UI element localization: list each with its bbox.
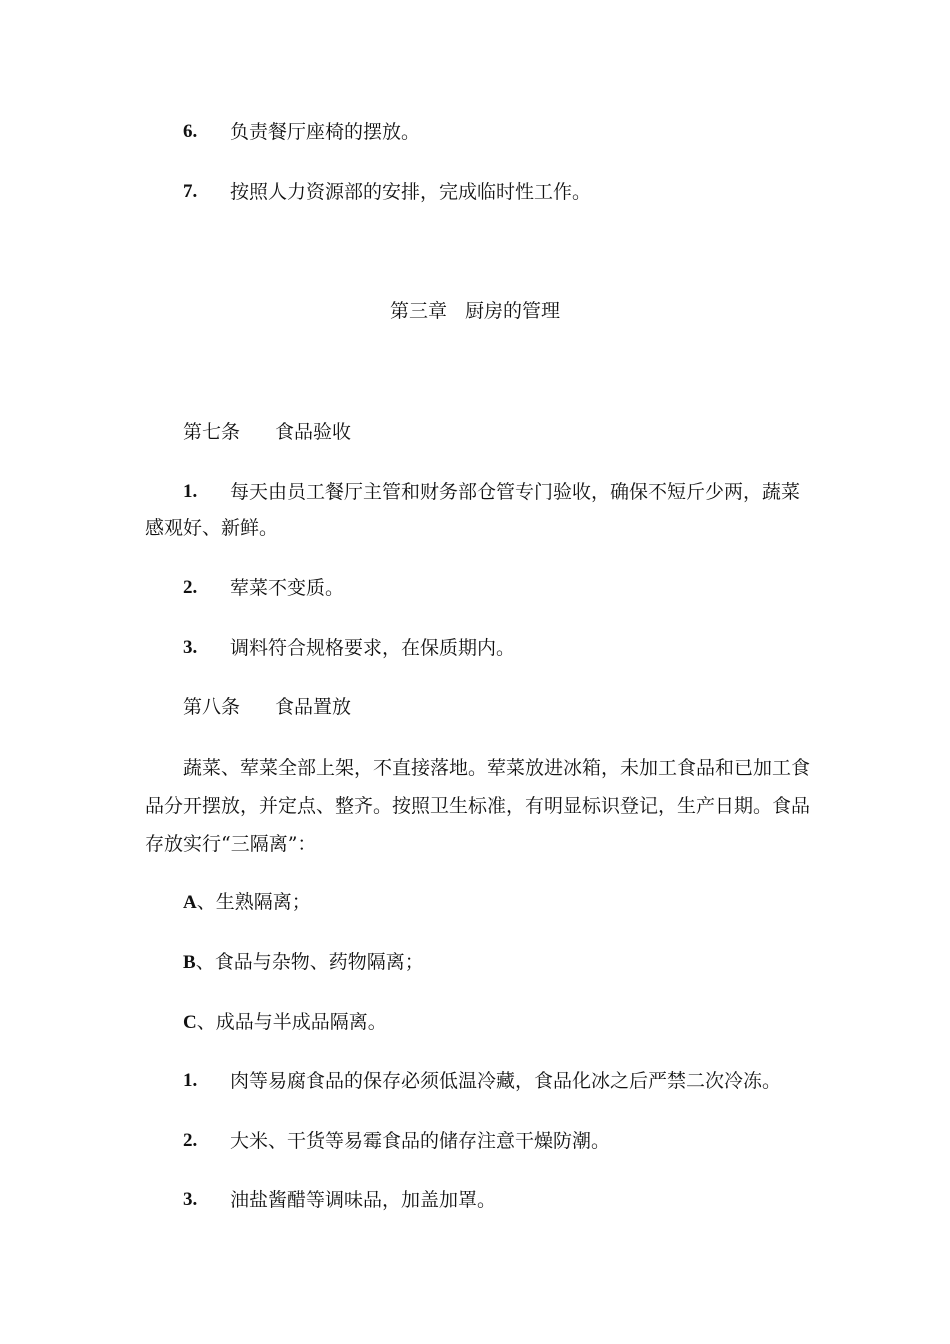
- item-letter: A: [183, 892, 197, 913]
- item-text: 调料符合规格要求，在保质期内。: [230, 637, 516, 659]
- item-number: 1.: [183, 481, 198, 502]
- item-text: 肉等易腐食品的保存必须低温冷藏，食品化冰之后严禁二次冷冻。: [230, 1070, 782, 1092]
- item-text: 感观好、新鲜。: [145, 517, 279, 539]
- item-number: 2.: [183, 1130, 198, 1151]
- item-text: 、成品与半成品隔离。: [196, 1011, 387, 1033]
- separation-item: [183, 950, 424, 975]
- item-number: 3.: [183, 637, 198, 658]
- body-paragraph: 蔬菜、荤菜全部上架，不直接落地。荤菜放进冰箱，未加工食品和已加工食品分开摆放，并定点、整齐。按照卫生标准，有明显标识登记，生产日期。食品存放实行“三隔离”：: [145, 757, 811, 855]
- item-text: 大米、干货等易霉食品的储存注意干燥防潮。: [230, 1130, 611, 1152]
- separation-item: [183, 1010, 387, 1035]
- item-text: 按照人力资源部的安排，完成临时性工作。: [230, 181, 592, 203]
- article-title: 食品置放: [275, 696, 352, 718]
- item-letter: B: [183, 952, 196, 973]
- item-text: 油盐酱醋等调味品，加盖加罩。: [230, 1189, 497, 1211]
- item-number: 7.: [183, 181, 198, 202]
- item-number: 3.: [183, 1189, 198, 1210]
- item-text: 荤菜不变质。: [230, 577, 345, 599]
- item-text: 、生熟隔离；: [196, 891, 311, 913]
- article-label: 第八条: [183, 696, 241, 718]
- item-text: 每天由员工餐厅主管和财务部仓管专门验收，确保不短斤少两，蔬菜: [230, 481, 801, 503]
- item-letter: C: [183, 1012, 197, 1033]
- article-title: 食品验收: [275, 421, 352, 443]
- article-label: 第七条: [183, 421, 241, 443]
- chapter-title: 第三章 厨房的管理: [389, 300, 561, 322]
- item-text: 负责餐厅座椅的摆放。: [230, 121, 421, 143]
- separation-item: [183, 890, 311, 915]
- item-text: 、食品与杂物、药物隔离；: [195, 951, 424, 973]
- item-number: 6.: [183, 121, 198, 142]
- item-number: 1.: [183, 1070, 198, 1091]
- item-number: 2.: [183, 577, 198, 598]
